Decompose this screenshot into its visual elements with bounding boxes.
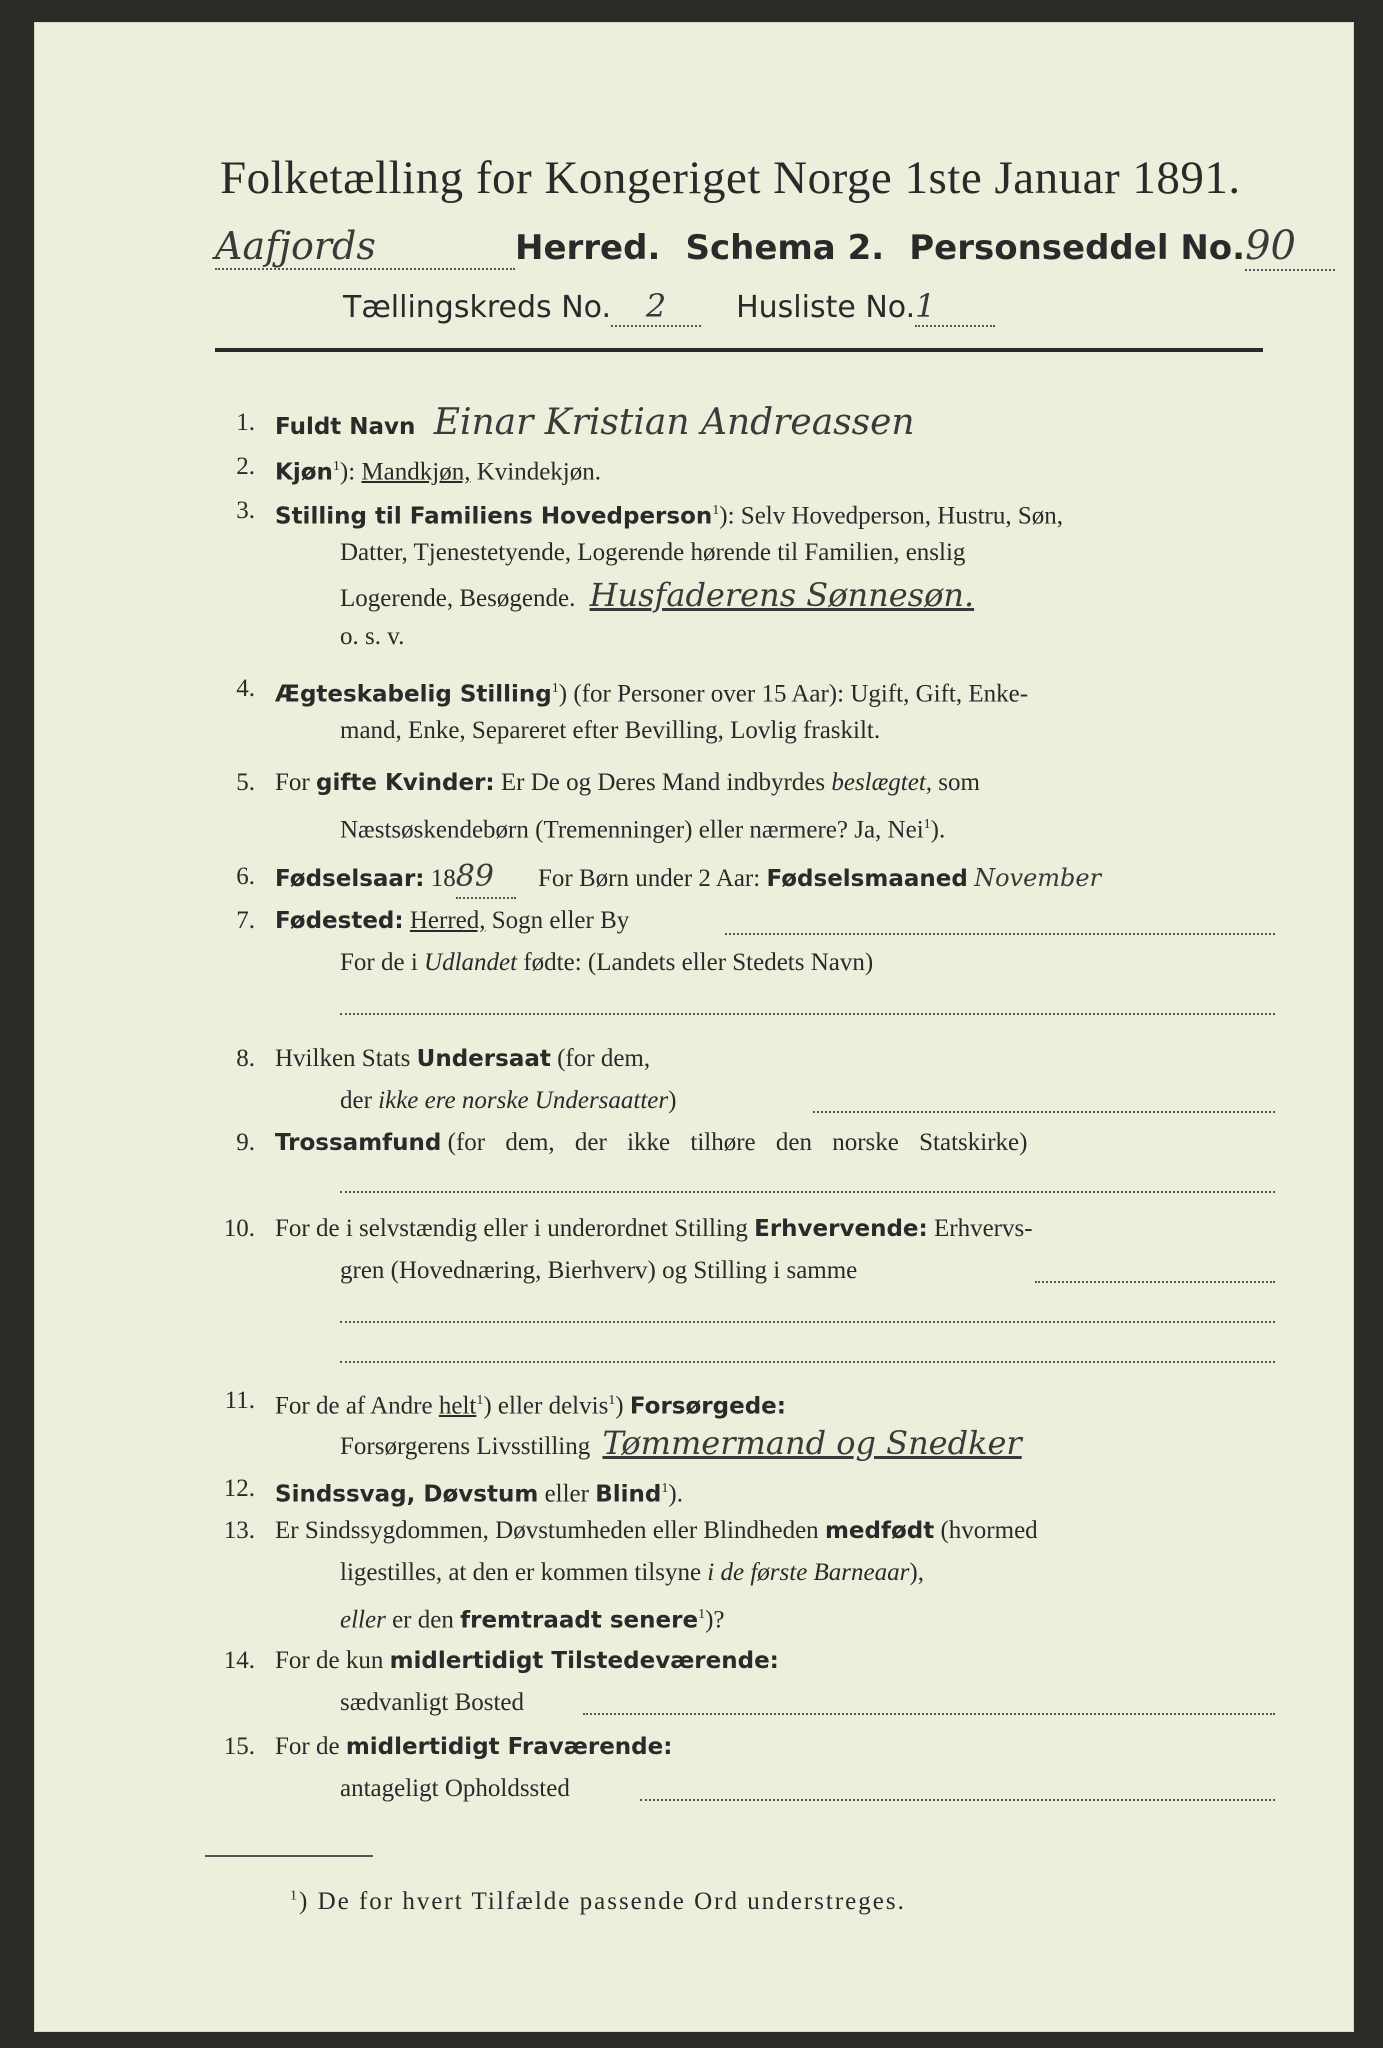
item-13-end: )? <box>705 1606 725 1634</box>
item-5 <box>275 763 980 803</box>
item-10-line1b: Erhvervs- <box>933 1215 1033 1242</box>
item-4-label: Ægteskabelig Stilling <box>275 681 552 708</box>
item-13-label: medfødt <box>824 1518 935 1544</box>
item-6-label: Fødselsaar: <box>275 866 425 892</box>
item-11-sup: 1 <box>476 1393 484 1408</box>
item-14-line2: sædvanligt Bosted <box>340 1689 525 1716</box>
item-3-label: Stilling til Familiens Hovedperson <box>275 503 713 530</box>
item-12-sup: 1 <box>661 1481 669 1496</box>
item-15-label: midlertidigt Fraværende: <box>345 1734 673 1760</box>
item-8-line1: Hvilken Stats <box>275 1045 411 1072</box>
item-13-label2: fremtraadt senere <box>460 1607 699 1634</box>
item-12-label2: Blind <box>595 1481 662 1508</box>
item-2-text-b: Kvindekjøn. <box>476 458 601 486</box>
item-13-sup: 1 <box>698 1607 706 1622</box>
item-3-number: 3. <box>236 497 255 524</box>
kreds-label: Tællingskreds No. <box>343 290 611 325</box>
item-8 <box>275 1039 650 1079</box>
item-7-line2b: fødte: (Landets eller Stedets Navn) <box>523 949 874 976</box>
kreds-value: 2 <box>611 287 701 327</box>
item-8-line2-row <box>340 1081 676 1121</box>
item-15-dotline <box>640 1799 1275 1801</box>
item-8-number: 8. <box>236 1045 255 1072</box>
item-11-label: Forsørgede: <box>629 1393 786 1420</box>
husliste-value: 1 <box>915 287 995 327</box>
herred-label: Herred. <box>515 228 661 268</box>
item-4-sup: 1 <box>551 681 559 696</box>
item-3-line3: Logerende, Besøgende. <box>340 585 576 612</box>
item-10-number: 10. <box>223 1215 255 1242</box>
footnote: $^1$) De for hvert Tilfælde passende Ord understreges. <box>290 1888 906 1915</box>
item-10-dotline-2 <box>340 1321 1275 1323</box>
item-7-text-b: Sogn eller By <box>491 907 630 934</box>
item-7 <box>275 901 629 941</box>
item-6-number: 6. <box>236 863 255 890</box>
item-15-line1: For de <box>275 1733 340 1760</box>
item-5-line1b: som <box>938 769 980 796</box>
item-1-number: 1. <box>236 409 255 436</box>
item-14-dotline <box>583 1713 1275 1715</box>
footnote-rule <box>205 1855 373 1857</box>
schema-label: Schema 2. <box>685 228 885 268</box>
item-6-month-value: November <box>974 864 1102 892</box>
item-4-number: 4. <box>236 675 255 702</box>
item-13-line1b: (hvormed <box>940 1517 1038 1544</box>
item-13-line2: ligestilles, at den er kommen tilsyne <box>340 1559 702 1586</box>
item-5-line2: Næstsøskendebørn (Tremenninger) eller nærmere? Ja, Nei <box>340 816 924 844</box>
item-6-label2: Fødselsmaaned <box>766 866 968 892</box>
item-3-sup: 1 <box>712 503 720 518</box>
header-row-herred <box>215 223 1335 271</box>
item-9 <box>275 1123 1027 1163</box>
item-5-italic: beslægtet, <box>831 769 933 796</box>
item-12-end: ). <box>668 1480 683 1508</box>
item-9-dotline <box>340 1191 1275 1193</box>
item-13-italic: i de første Barneaar <box>707 1559 910 1586</box>
item-11-number: 11. <box>224 1387 255 1414</box>
item-12 <box>275 1469 683 1514</box>
item-14 <box>275 1641 779 1681</box>
item-6-year-value: 89 <box>456 857 516 899</box>
item-10-line1: For de i selvstændig eller i underordnet Stilling <box>275 1215 748 1242</box>
item-10-line2: gren (Hovednæring, Bierhverv) og Stilling i samme <box>340 1257 858 1284</box>
item-11-text-a: helt <box>438 1392 477 1420</box>
item-11-line2: Forsørgerens Livsstilling <box>340 1433 591 1460</box>
item-4-line1: ) (for Personer over 15 Aar): Ugift, Gift, Enke- <box>558 680 1029 708</box>
item-7-italic: Udlandet <box>424 949 518 976</box>
item-4-line2: mand, Enke, Separeret efter Bevilling, Lovlig fraskilt. <box>340 717 881 744</box>
item-8-dotline <box>813 1111 1275 1113</box>
item-5-pre: For <box>275 769 310 796</box>
item-3-line1: ): Selv Hovedperson, Hustru, Søn, <box>719 502 1063 530</box>
item-6 <box>275 857 1101 899</box>
item-15 <box>275 1727 672 1767</box>
item-3-line3-row <box>340 575 974 619</box>
item-6-mid: For Børn under 2 Aar: <box>538 865 761 892</box>
footnote-sup: 1 <box>290 1888 299 1904</box>
item-8-label: Undersaat <box>416 1046 551 1072</box>
item-7-line2: For de i <box>340 949 418 976</box>
item-13-line3: er den <box>392 1606 454 1634</box>
item-5-sup: 1 <box>923 817 931 832</box>
item-3-line4: o. s. v. <box>340 623 405 650</box>
item-9-line1: (for dem, der ikke tilhøre den norske Statskirke) <box>447 1129 1028 1156</box>
item-8-italic: ikke ere norske Undersaatter <box>378 1087 669 1114</box>
census-form-sheet <box>34 22 1354 2032</box>
item-4 <box>275 669 1028 714</box>
item-7-line2-row <box>340 943 873 983</box>
item-6-year-prefix: 18 <box>430 865 456 892</box>
header-rule <box>215 348 1263 352</box>
item-11-line1b: ) eller delvis <box>483 1392 609 1420</box>
item-13-line2b: ), <box>909 1559 924 1586</box>
item-13 <box>275 1511 1038 1551</box>
item-7-dotline <box>725 933 1275 935</box>
item-8-line2: der <box>340 1087 372 1114</box>
item-10-label: Erhvervende: <box>754 1216 928 1242</box>
item-2-number: 2. <box>236 453 255 480</box>
item-11-sup-2: 1 <box>608 1393 616 1408</box>
form-title: Folketælling for Kongeriget Norge 1ste Januar 1891. <box>220 152 1241 204</box>
item-5-line2b: ). <box>930 816 946 844</box>
item-1-label: Fuldt Navn <box>275 414 416 440</box>
item-8-line2b: ) <box>668 1087 677 1114</box>
item-14-label: midlertidigt Tilstedeværende: <box>389 1648 779 1674</box>
item-12-number: 12. <box>223 1475 255 1502</box>
item-8-line1b: (for dem, <box>557 1045 651 1072</box>
item-13-line2-row <box>340 1553 924 1593</box>
item-3-value: Husfaderens Sønnesøn. <box>589 576 975 614</box>
personseddel-label: Personseddel No. <box>909 228 1246 268</box>
item-7-number: 7. <box>236 907 255 934</box>
item-11-value: Tømmermand og Snedker <box>602 1424 1022 1462</box>
item-10-dotline <box>1035 1281 1275 1283</box>
item-7-label: Fødested: <box>275 908 404 934</box>
item-3-line2: Datter, Tjenestetyende, Logerende hørende til Familien, enslig <box>340 539 966 566</box>
item-1 <box>275 403 915 447</box>
herred-value: Aafjords <box>215 224 515 270</box>
item-3 <box>275 491 1063 536</box>
item-1-value: Einar Kristian Andreassen <box>433 402 915 443</box>
item-5-number: 5. <box>236 769 255 796</box>
item-15-number: 15. <box>223 1733 255 1760</box>
item-5-label: gifte Kvinder: <box>315 770 495 796</box>
item-12-mid: eller <box>544 1480 589 1508</box>
item-13-line3-row <box>340 1595 725 1640</box>
husliste-label: Husliste No. <box>736 290 916 325</box>
item-2-text-a: Mandkjøn, <box>361 458 471 486</box>
personseddel-value: 90 <box>1245 223 1335 271</box>
item-13-number: 13. <box>223 1517 255 1544</box>
item-5-line2-row <box>340 805 945 850</box>
item-2-label: Kjøn <box>275 459 333 486</box>
item-14-number: 14. <box>223 1647 255 1674</box>
footnote-text: De for hvert Tilfælde passende Ord understreges. <box>317 1888 906 1915</box>
item-13-line1: Er Sindssygdommen, Døvstumheden eller Blindheden <box>275 1517 819 1544</box>
item-11-line1c: ) <box>615 1392 624 1420</box>
header-row-kreds <box>343 287 995 327</box>
item-11-line2-row <box>340 1423 1022 1467</box>
item-10 <box>275 1209 1033 1249</box>
item-7-dotline-2 <box>340 1013 1275 1015</box>
item-12-label: Sindssvag, Døvstum <box>275 1481 539 1508</box>
item-10-dotline-3 <box>340 1361 1275 1363</box>
item-2-sup: 1 <box>332 459 340 474</box>
item-13-italic2: eller <box>340 1606 386 1634</box>
item-2: Kjøn$^1$): Mandkjøn, Kvindekjøn. <box>275 458 601 486</box>
item-15-line2: antageligt Opholdssted <box>340 1775 570 1802</box>
item-14-line1: For de kun <box>275 1647 384 1674</box>
item-7-text-a: Herred, <box>409 907 486 934</box>
item-9-label: Trossamfund <box>275 1130 442 1156</box>
item-11-line1: For de af Andre <box>275 1392 433 1420</box>
item-11 <box>275 1381 786 1426</box>
item-5-line1: Er De og Deres Mand indbyrdes <box>500 769 826 796</box>
item-9-number: 9. <box>236 1129 255 1156</box>
